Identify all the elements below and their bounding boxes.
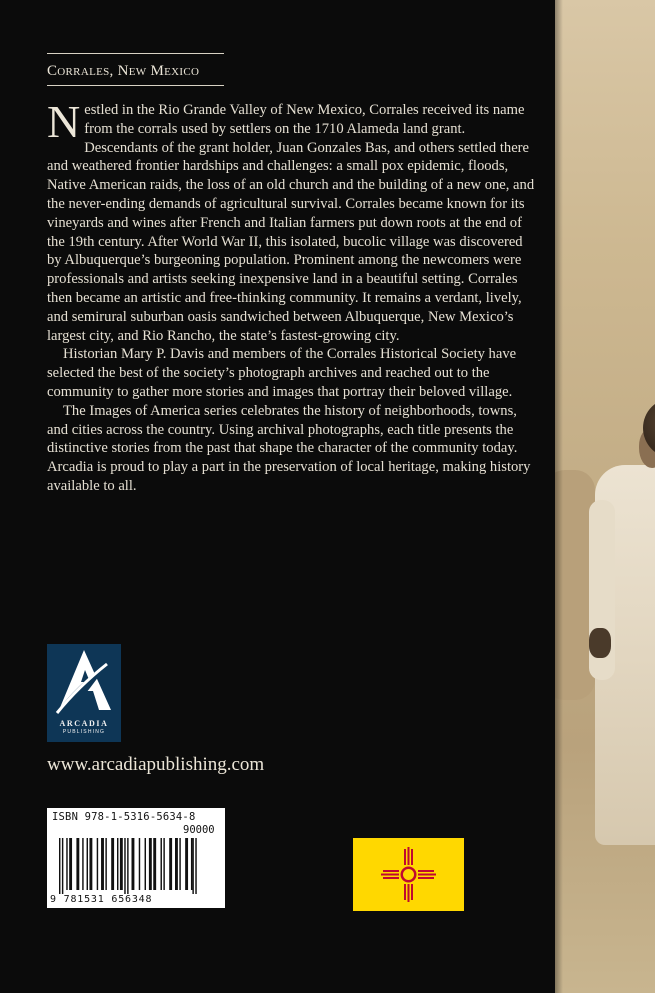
barcode-bar: [191, 838, 192, 890]
barcode-bar: [195, 838, 196, 894]
barcode-bar: [97, 838, 98, 890]
barcode-bar: [111, 838, 114, 890]
barcode-bar: [169, 838, 172, 890]
barcode-bar: [175, 838, 178, 890]
cover-photo-strip: [555, 0, 655, 993]
isbn-barcode: [47, 808, 225, 908]
publisher-website: www.arcadiapublishing.com: [47, 754, 265, 775]
zia-sun-symbol-icon: [353, 838, 464, 911]
barcode-bar: [62, 838, 63, 894]
barcode-bar: [120, 838, 123, 890]
paragraph-text: estled in the Rio Grande Valley of New Mexico, Corrales received its name from the corrals used by settlers on the 1710 Alameda land grant. Descendants of the grant holder, Juan Gonzales Bas, and others settled there and weathered frontier hardships and challenges: a small pox epidemic, floods, Native American raids, the loss of an old church and the building of a new one, and the never-ending demands of agricultural survival. Corrales became known for its vineyards and wines after French and Italian farmers put down roots at the end of the 19th century. After World War II, this isolated, bucolic village was discovered by Albuquerque’s burgeoning population. Prominent among the newcomers were professionals and artists seeking inexpensive land in a beautiful setting. Corrales then became an artistic and free-thinking community. It remains a verdant, lively, and semirural suburban oasis sandwiched between Albuquerque, New Mexico’s largest city, and Rio Rancho, the state’s fastest-growing city.: [47, 102, 535, 344]
barcode-bar: [69, 838, 72, 890]
book-description: [47, 96, 539, 496]
drop-cap: N: [47, 96, 81, 147]
spine-shadow: [555, 0, 563, 993]
logo-wordmark: ARCADIA: [59, 719, 109, 728]
barcode-bar: [163, 838, 164, 890]
barcode-bar: [153, 838, 156, 890]
heading-rule-top: [47, 53, 224, 54]
barcode-bar: [105, 838, 106, 890]
barcode-bar: [192, 838, 193, 894]
barcode-bar: [82, 838, 83, 890]
barcode-bar: [127, 838, 128, 894]
description-paragraph: Historian Mary P. Davis and members of the Corrales Historical Society have selected the best of the society’s photograph archives and reached out to the community to gather more stories and images that portray their beloved village.: [47, 346, 517, 400]
barcode-bar: [89, 838, 92, 890]
barcode-bar: [66, 838, 67, 890]
barcode-bar: [145, 838, 146, 890]
barcode-bar: [117, 838, 118, 890]
barcode-bar: [59, 838, 60, 894]
book-heading: Corrales, New Mexico: [47, 63, 200, 79]
barcode-digits: 9 781531 656348: [50, 894, 153, 905]
barcode-bars: [51, 838, 221, 894]
logo-subtitle: PUBLISHING: [62, 729, 106, 735]
barcode-bar: [139, 838, 140, 890]
new-mexico-flag: [353, 838, 464, 911]
barcode-bar: [179, 838, 180, 890]
barcode-bar: [149, 838, 152, 890]
barcode-bar: [132, 838, 135, 890]
price-code: 90000: [183, 824, 215, 836]
isbn-number: ISBN 978-1-5316-5634-8: [52, 811, 196, 823]
barcode-bar: [76, 838, 79, 890]
barcode-bar: [87, 838, 88, 890]
barcode-bar: [101, 838, 104, 890]
arcadia-logo: [47, 644, 121, 742]
heading-rule-bottom: [47, 85, 224, 86]
description-paragraph: [47, 96, 539, 345]
arcadia-a-icon: [47, 644, 121, 720]
barcode-bar: [161, 838, 162, 890]
barcode-bar: [124, 838, 125, 894]
photo-figure-hand: [589, 628, 611, 658]
barcode-bar: [185, 838, 188, 890]
description-paragraph: The Images of America series celebrates the history of neighborhoods, towns, and cities across the country. Using archival photographs, each title presents the distinctive stories from the past that shape the character of the community today. Arcadia is proud to play a part in the preservation of local heritage, making history available to all.: [47, 402, 531, 494]
